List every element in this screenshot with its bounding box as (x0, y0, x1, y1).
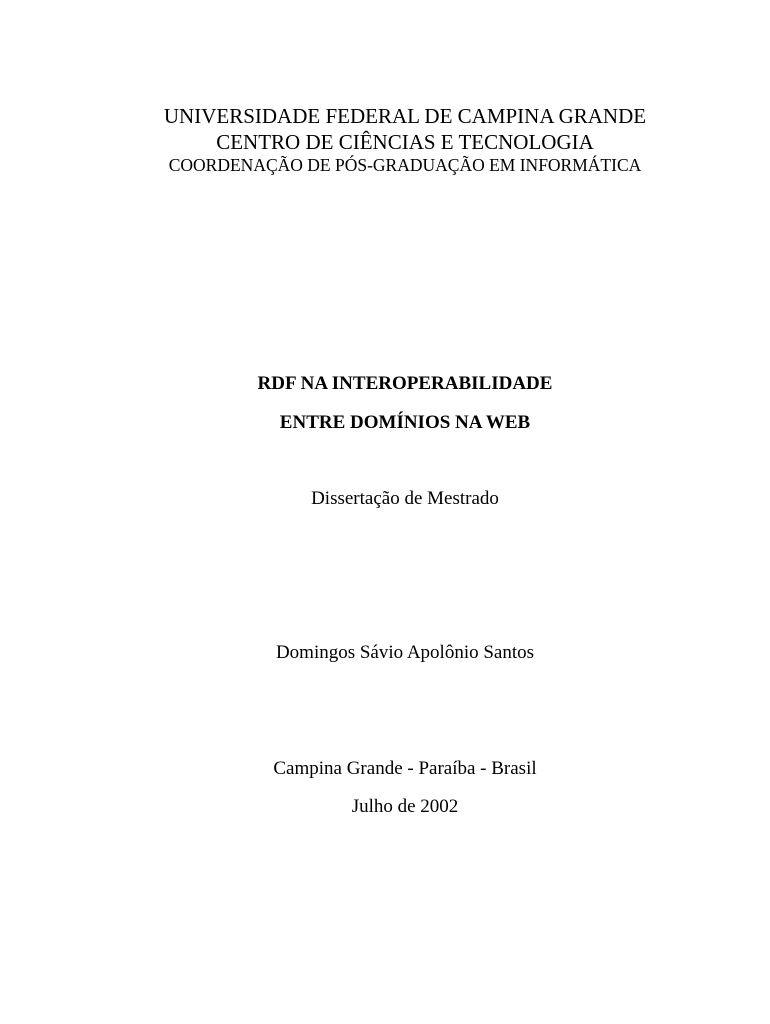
coordination-name: COORDENAÇÃO DE PÓS-GRADUAÇÃO EM INFORMÁTICA (168, 155, 642, 175)
publication-date: Julho de 2002 (351, 796, 459, 817)
university-name: UNIVERSIDADE FEDERAL DE CAMPINA GRANDE (163, 104, 647, 128)
location: Campina Grande - Paraíba - Brasil (273, 758, 537, 779)
author-name: Domingos Sávio Apolônio Santos (275, 642, 535, 663)
thesis-title-line-1: RDF NA INTEROPERABILIDADE (257, 373, 553, 394)
document-type: Dissertação de Mestrado (311, 488, 499, 509)
thesis-title-line-2: ENTRE DOMÍNIOS NA WEB (279, 412, 531, 433)
center-name: CENTRO DE CIÊNCIAS E TECNOLOGIA (216, 130, 594, 154)
